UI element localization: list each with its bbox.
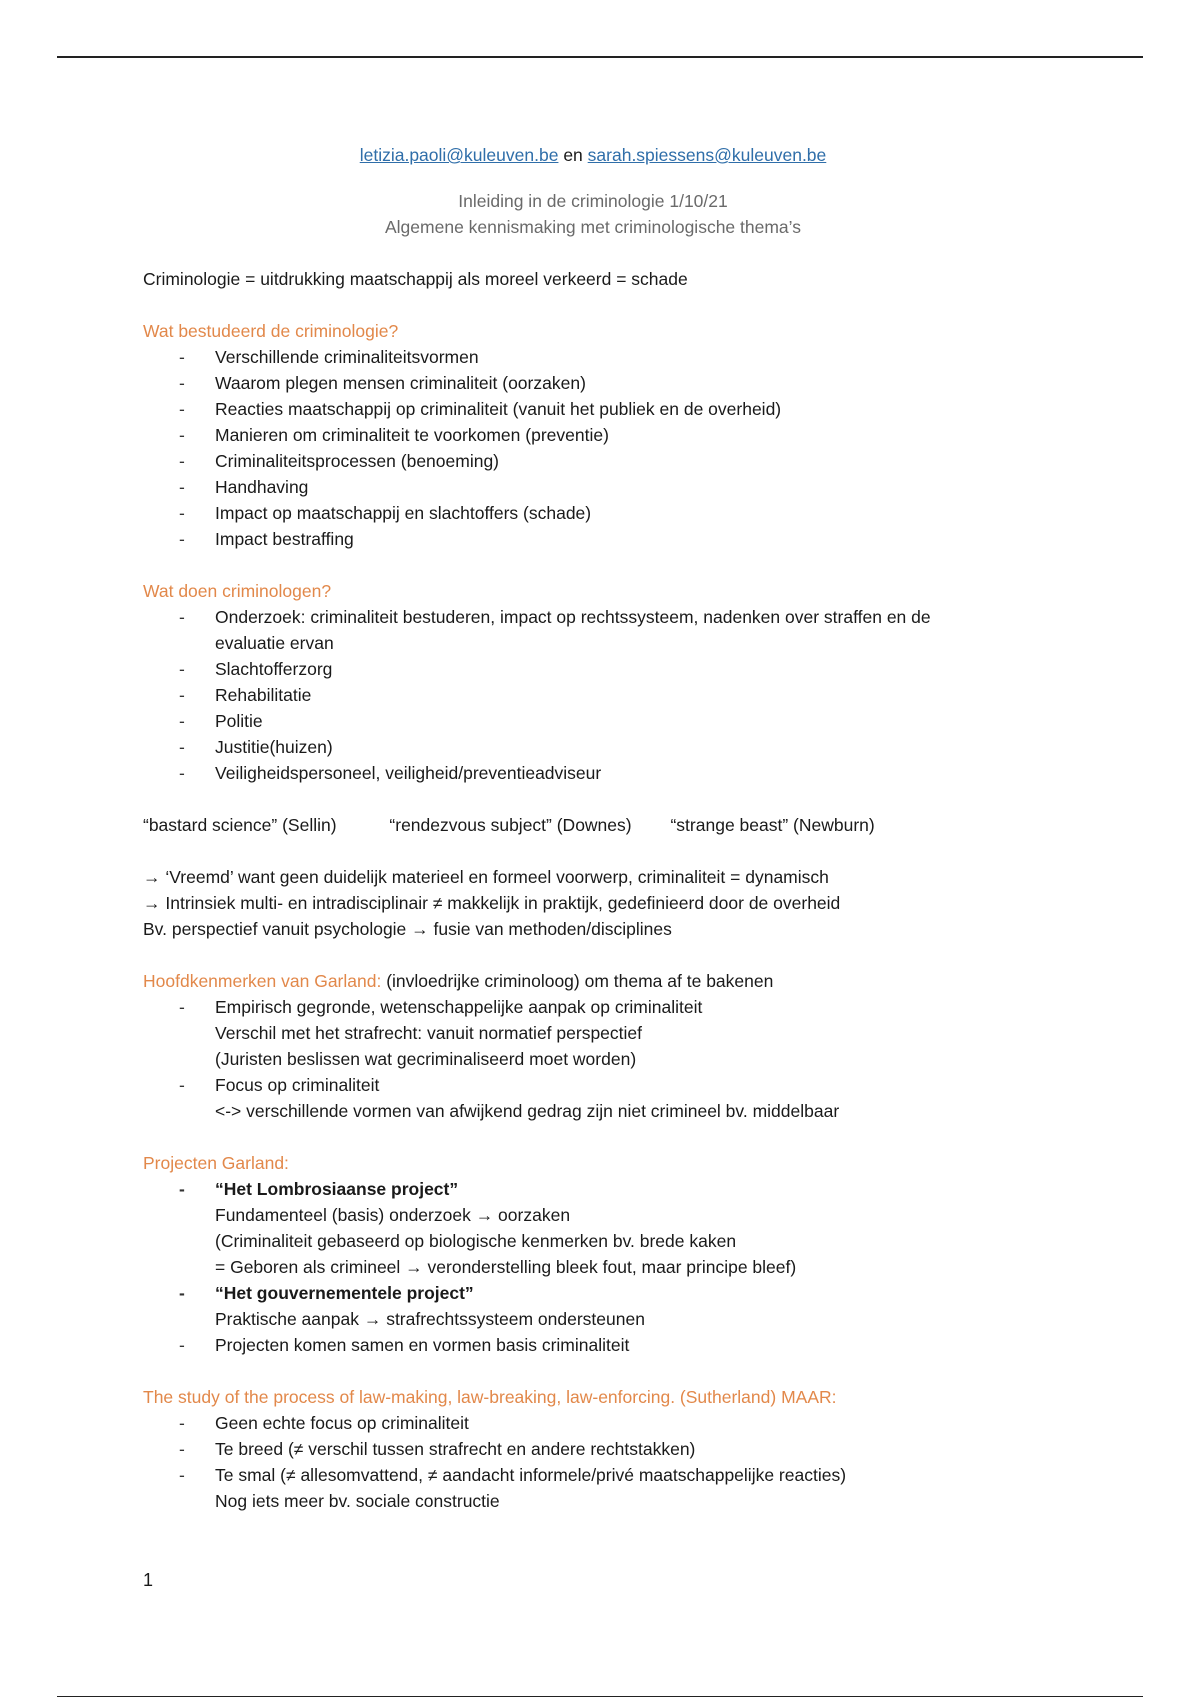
list-item: - Te breed (≠ verschil tussen strafrecht en andere rechtstakken) <box>143 1436 1043 1462</box>
list-item: - Projecten komen samen en vormen basis criminaliteit <box>143 1332 1043 1358</box>
list-item: - Verschillende criminaliteitsvormen <box>143 344 1043 370</box>
list-item: - Rehabilitatie <box>143 682 1043 708</box>
section-heading-study: Wat bestudeerd de criminologie? <box>143 321 399 341</box>
list-item: - Onderzoek: criminaliteit bestuderen, impact op rechtssysteem, nadenken over straffen en de <box>143 604 1043 630</box>
section-heading-garland <box>143 968 1043 994</box>
section-heading-criminologists: Wat doen criminologen? <box>143 581 332 601</box>
list-item: - Reacties maatschappij op criminaliteit (vanuit het publiek en de overheid) <box>143 396 1043 422</box>
list-item: - Geen echte focus op criminaliteit <box>143 1410 1043 1436</box>
section-heading-sutherland: The study of the process of law-making, law-breaking, law-enforcing. (Sutherland) MAAR: <box>143 1387 837 1407</box>
criminologists-list <box>143 604 1043 630</box>
list-item: - Politie <box>143 708 1043 734</box>
list-item-continuation: (Criminaliteit gebaseerd op biologische kenmerken bv. brede kaken <box>215 1231 737 1251</box>
contact-emails <box>143 142 1043 168</box>
bottom-rule <box>57 1696 1143 1697</box>
email-link-spiessens[interactable]: sarah.spiessens@kuleuven.be <box>587 145 827 165</box>
list-item: - Justitie(huizen) <box>143 734 1043 760</box>
email-link-paoli[interactable]: letizia.paoli@kuleuven.be <box>359 145 559 165</box>
list-item: - Slachtofferzorg <box>143 656 1043 682</box>
list-item: - Manieren om criminaliteit te voorkomen (preventie) <box>143 422 1043 448</box>
list-item: - Handhaving <box>143 474 1043 500</box>
criminologists-list-rest <box>143 656 1043 786</box>
list-item-continuation: (Juristen beslissen wat gecriminaliseerd moet worden) <box>215 1049 637 1069</box>
note-example: Bv. perspectief vanuit psychologie → fusie van methoden/disciplines <box>143 919 672 939</box>
study-list <box>143 344 1043 552</box>
project-title-governmental: - “Het gouvernementele project” <box>143 1280 1043 1306</box>
list-item-continuation: evaluatie ervan <box>215 633 334 653</box>
projects-list-2 <box>143 1280 1043 1306</box>
list-item-continuation: Verschil met het strafrecht: vanuit normatief perspectief <box>215 1023 642 1043</box>
document-page <box>143 138 1043 1514</box>
list-item-continuation: Nog iets meer bv. sociale constructie <box>215 1491 500 1511</box>
list-item: - Impact op maatschappij en slachtoffers (schade) <box>143 500 1043 526</box>
list-item-continuation: Fundamenteel (basis) onderzoek → oorzaken <box>215 1205 571 1225</box>
garland-list <box>143 994 1043 1020</box>
list-item: - Veiligheidspersoneel, veiligheid/preventieadviseur <box>143 760 1043 786</box>
course-subtitle: Inleiding in de criminologie 1/10/21 <box>458 191 728 211</box>
list-item-continuation: <-> verschillende vormen van afwijkend gedrag zijn niet crimineel bv. middelbaar <box>215 1101 840 1121</box>
list-item-continuation: = Geboren als crimineel → veronderstelling bleek fout, maar principe bleef) <box>215 1257 797 1277</box>
list-item: - Empirisch gegronde, wetenschappelijke aanpak op criminaliteit <box>143 994 1043 1020</box>
email-separator: en <box>563 145 583 165</box>
list-item: - Te smal (≠ allesomvattend, ≠ aandacht informele/privé maatschappelijke reacties) <box>143 1462 1043 1488</box>
quotes-line <box>143 812 1043 838</box>
quote-newburn: “strange beast” (Newburn) <box>670 815 875 835</box>
garland-heading-rest: (invloedrijke criminoloog) om thema af te bakenen <box>386 971 774 991</box>
list-item: - Impact bestraffing <box>143 526 1043 552</box>
garland-list-rest <box>143 1072 1043 1098</box>
page-number: 1 <box>143 1570 154 1590</box>
projects-list <box>143 1176 1043 1202</box>
note-strange: → ‘Vreemd’ want geen duidelijk materieel en formeel voorwerp, criminaliteit = dynamisch <box>143 867 829 887</box>
quote-sellin: “bastard science” (Sellin) <box>143 815 337 835</box>
lecture-subtitle: Algemene kennismaking met criminologische thema’s <box>385 217 801 237</box>
definition-line: Criminologie = uitdrukking maatschappij als moreel verkeerd = schade <box>143 269 688 289</box>
list-item: - Waarom plegen mensen criminaliteit (oorzaken) <box>143 370 1043 396</box>
note-interdisciplinary: → Intrinsiek multi- en intradisciplinair ≠ makkelijk in praktijk, gedefinieerd door de overheid <box>143 893 841 913</box>
project-title-lombroso: - “Het Lombrosiaanse project” <box>143 1176 1043 1202</box>
list-item: - Focus op criminaliteit <box>143 1072 1043 1098</box>
projects-list-3 <box>143 1332 1043 1358</box>
list-item: - Criminaliteitsprocessen (benoeming) <box>143 448 1043 474</box>
quote-downes: “rendezvous subject” (Downes) <box>389 815 632 835</box>
section-heading-projects: Projecten Garland: <box>143 1153 289 1173</box>
list-item-continuation: Praktische aanpak → strafrechtssysteem ondersteunen <box>215 1309 645 1329</box>
top-rule <box>57 56 1143 58</box>
garland-heading: Hoofdkenmerken van Garland: <box>143 971 382 991</box>
sutherland-list <box>143 1410 1043 1488</box>
